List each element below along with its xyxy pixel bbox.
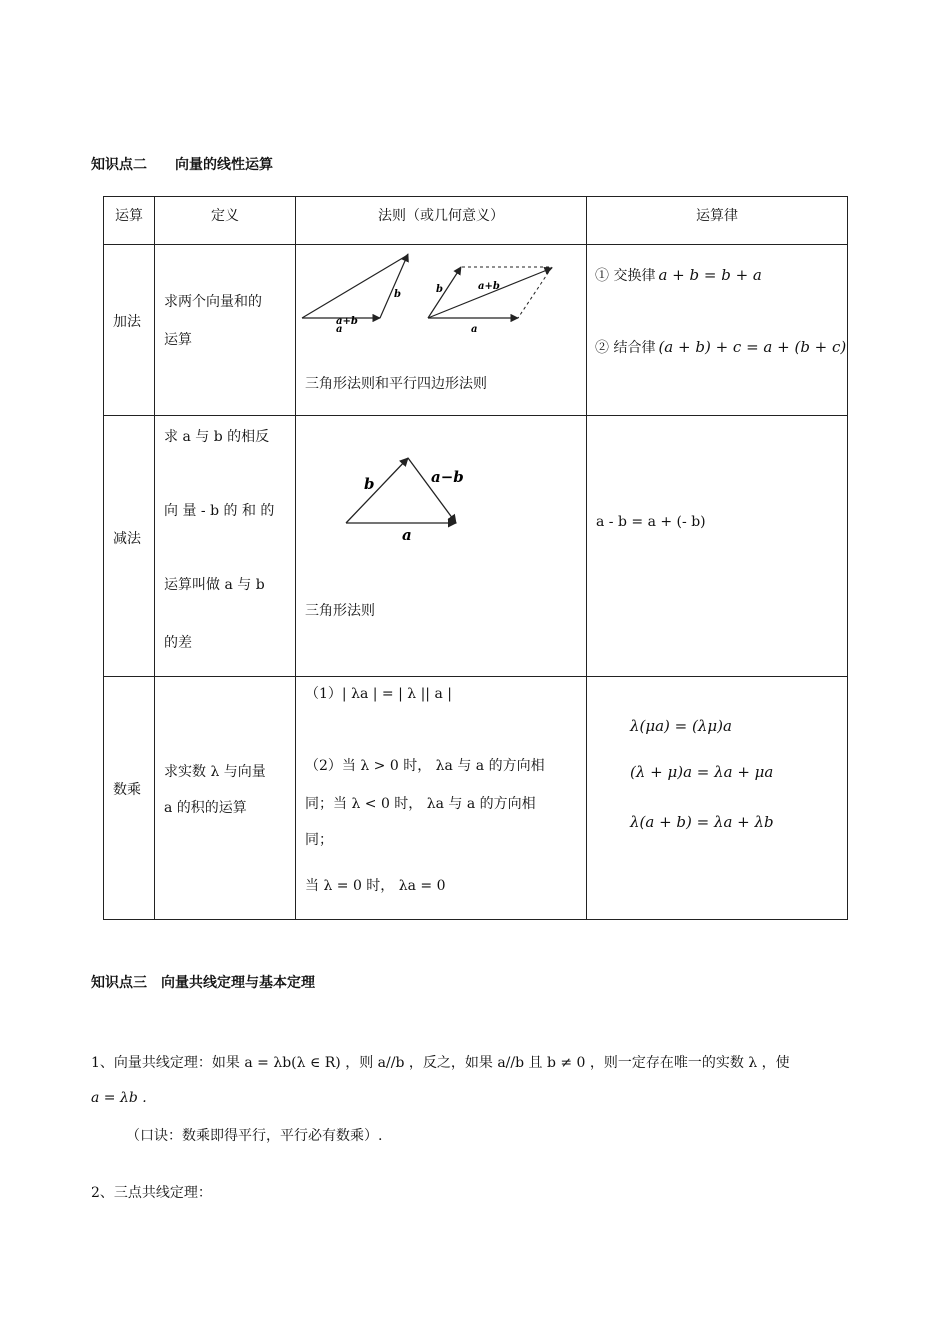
op-label: 减法 — [113, 531, 141, 547]
definition-line: 运算叫做 a 与 b — [164, 577, 265, 593]
definition-line: 向 量 - b 的 和 的 — [164, 503, 275, 519]
collinear-theorem-line2: a = λb . — [91, 1090, 147, 1106]
header-cell: 定义 — [211, 208, 239, 224]
law-associative — [595, 337, 846, 357]
table-header-row — [104, 197, 848, 245]
section-number: 知识点二 — [91, 157, 147, 173]
law-label: ② 结合律 — [595, 340, 656, 356]
section-title: 向量的线性运算 — [175, 157, 273, 173]
rule-line: （2）当 λ > 0 时， λa 与 a 的方向相 — [305, 758, 545, 774]
subtraction-diagram — [296, 416, 586, 556]
header-cell: 运算 — [115, 208, 143, 224]
fig2-a-label: a — [471, 324, 478, 335]
table-row-scalar — [104, 677, 848, 920]
table-row-subtraction — [104, 416, 848, 677]
section-heading-2 — [91, 154, 273, 174]
rule-line: 当 λ = 0 时， λa = 0 — [305, 878, 446, 894]
collinear-theorem-line1: 1、向量共线定理：如果 a = λb(λ ∈ R) ，则 a//b ，反之，如果 a//b 且 b ≠ 0 ，则一定存在唯一的实数 λ ，使 — [91, 1055, 790, 1071]
definition-line: 求 a 与 b 的相反 — [164, 429, 270, 445]
section-title: 向量共线定理与基本定理 — [161, 975, 315, 991]
vector-sum-line — [302, 256, 406, 318]
vector-sum-arrow — [428, 268, 552, 318]
addition-diagram — [296, 245, 586, 345]
table-row-addition — [104, 245, 848, 416]
law-formula: (a + b) + c = a + (b + c) — [658, 338, 847, 356]
fig1-a-label: a — [336, 324, 343, 335]
definition-line: 的差 — [164, 635, 192, 651]
fig2-b-label: b — [436, 284, 443, 295]
law-formula: λ(μa) = (λμ)a — [630, 717, 732, 735]
rule-caption: 三角形法则 — [305, 603, 375, 619]
definition-line: 求两个向量和的 — [164, 294, 262, 310]
law-label: ① 交换律 — [595, 268, 656, 284]
fig-a-label: a — [402, 526, 412, 544]
fig2-sum-label: a+b — [478, 281, 500, 292]
header-cell: 运算律 — [696, 208, 738, 224]
law-formula: (λ + μ)a = λa + μa — [630, 763, 774, 781]
op-label: 数乘 — [113, 782, 141, 798]
parallelogram-rule-figure — [428, 267, 552, 335]
fig1-b-label: b — [394, 289, 401, 300]
fig-b-label: b — [364, 475, 375, 493]
mnemonic: （口诀：数乘即得平行，平行必有数乘）. — [126, 1128, 383, 1144]
rule-line: 同；当 λ < 0 时， λa 与 a 的方向相 — [305, 796, 536, 812]
section-number: 知识点三 — [91, 975, 147, 991]
fig1-sum-label: a+b — [336, 316, 358, 327]
rule-caption: 三角形法则和平行四边形法则 — [305, 376, 487, 392]
op-label: 加法 — [113, 314, 141, 330]
law-formula: λ(a + b) = λa + λb — [630, 813, 774, 831]
law-formula: a + b = b + a — [658, 266, 762, 284]
definition-line: 求实数 λ 与向量 — [164, 764, 266, 780]
section-heading-3 — [91, 972, 315, 992]
vector-operations-table — [103, 196, 848, 920]
rule-line: （1）| λa | = | λ || a | — [305, 686, 452, 702]
header-cell: 法则（或几何意义） — [378, 208, 504, 224]
vector-b-arrow — [428, 267, 461, 318]
triangle-rule-figure — [302, 254, 408, 335]
definition-line: a 的积的运算 — [164, 800, 247, 816]
vector-b-arrow — [346, 458, 408, 523]
three-point-theorem: 2、三点共线定理： — [91, 1185, 212, 1201]
rule-line: 同； — [305, 832, 333, 848]
fig-diff-label: a−b — [431, 468, 464, 486]
definition-line: 运算 — [164, 332, 192, 348]
law-commutative — [595, 265, 762, 285]
law-formula: a - b = a + (- b) — [596, 514, 706, 530]
